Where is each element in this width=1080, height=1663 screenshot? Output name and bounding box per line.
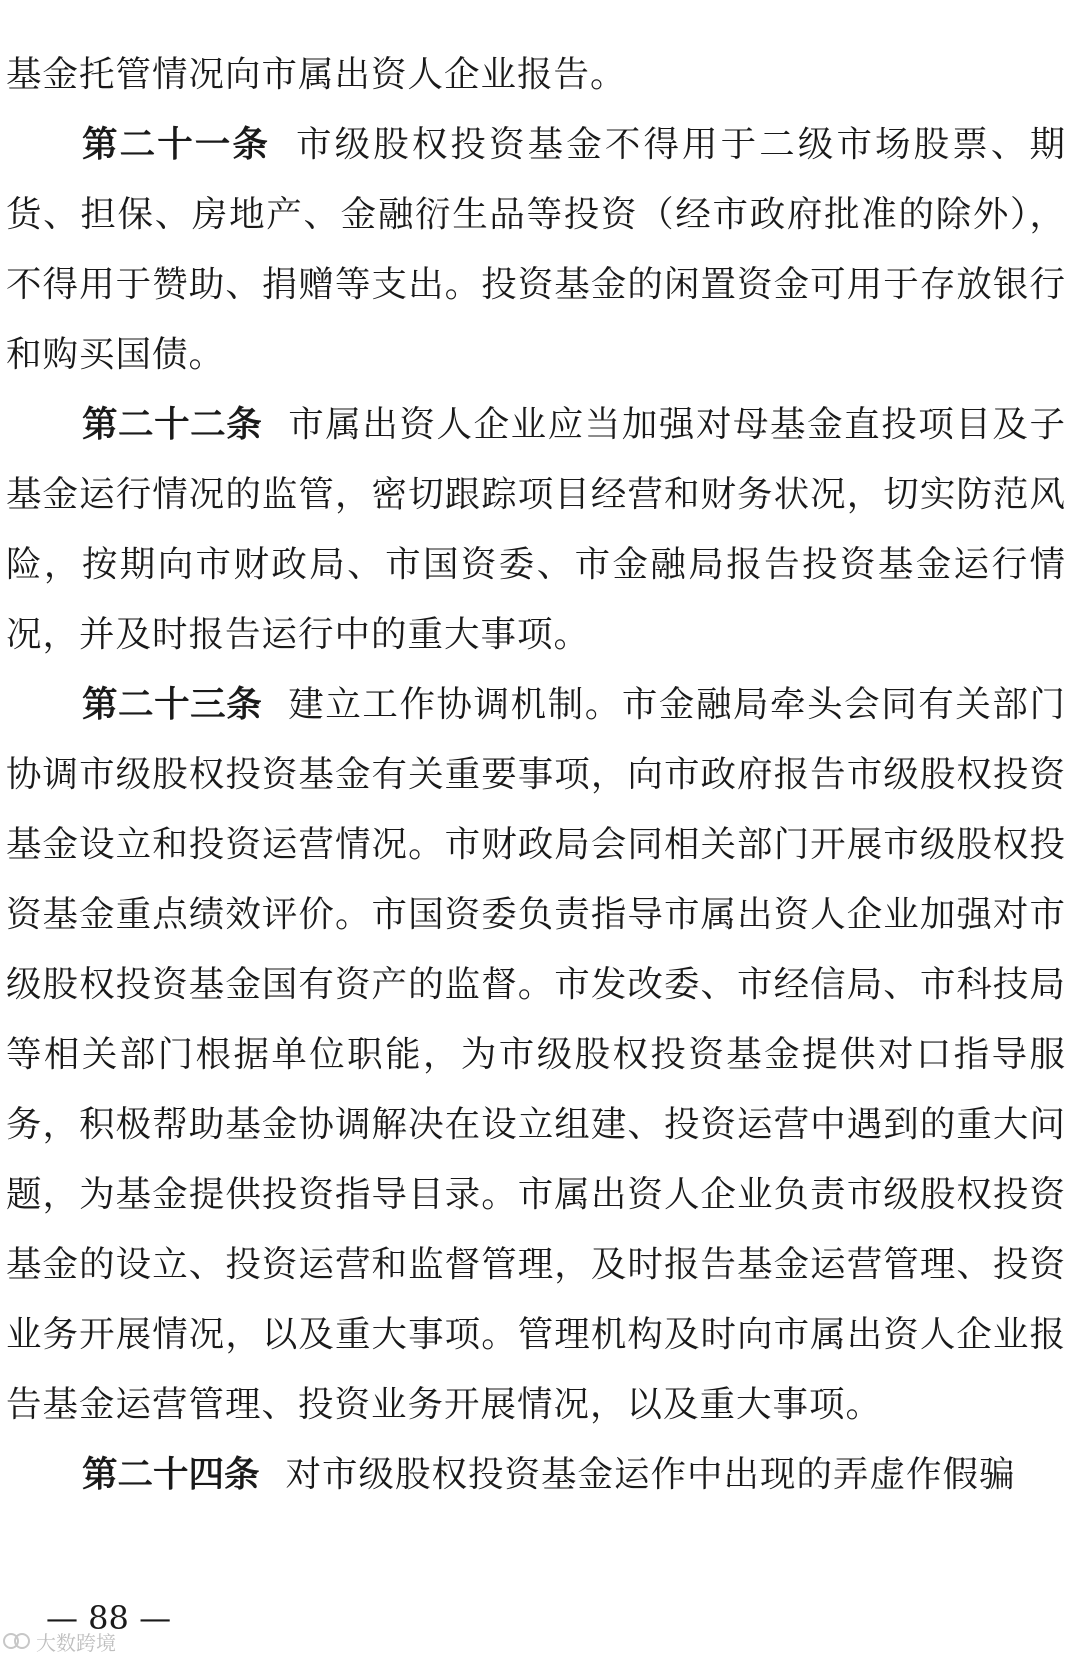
document-page (6, 40, 1066, 1510)
paragraph-text: 建立工作协调机制。市金融局牵头会同有关部门协调市级股权投资基金有关重要事项，向市政府报告市级股权投资基金设立和投资运营情况。市财政局会同相关部门开展市级股权投资基金重点绩效评价。市国资委负责指导市属出资人企业加强对市级股权投资基金国有资产的监督。市发改委、市经信局、市科技局等相关部门根据单位职能，为市级股权投资基金提供对口指导服务，积极帮助基金协调解决在设立组建、投资运营中遇到的重大问题，为基金提供投资指导目录。市属出资人企业负责市级股权投资基金的设立、投资运营和监督管理，及时报告基金运营管理、投资业务开展情况，以及重大事项。管理机构及时向市属出资人企业报告基金运营管理、投资业务开展情况，以及重大事项。 (6, 684, 1066, 1425)
article-number: 第二十四条 (82, 1454, 260, 1495)
watermark-text: 大数跨境 (36, 1630, 116, 1655)
article-number: 第二十二条 (82, 404, 263, 445)
paragraph-text: 市属出资人企业应当加强对母基金直投项目及子基金运行情况的监管，密切跟踪项目经营和财务状况，切实防范风险，按期向市财政局、市国资委、市金融局报告投资基金运行情况，并及时报告运行中的重大事项。 (6, 404, 1066, 655)
page-footer (0, 1598, 300, 1658)
paragraph-text: 对市级股权投资基金运作中出现的弄虚作假骗 (285, 1454, 1016, 1495)
watermark (2, 1626, 116, 1656)
article-number: 第二十一条 (82, 124, 271, 165)
paragraph-text: 市级股权投资基金不得用于二级市场股票、期货、担保、房地产、金融衍生品等投资（经市政府批准的除外），不得用于赞助、捐赠等支出。投资基金的闲置资金可用于存放银行和购买国债。 (6, 124, 1066, 375)
page-number: — 88 — (46, 1599, 172, 1637)
paragraph-text: 基金托管情况向市属出资人企业报告。 (6, 54, 627, 95)
article-23 (6, 670, 1066, 1440)
watermark-logo-icon (2, 1629, 32, 1653)
paragraph-1 (6, 40, 1066, 110)
article-24 (6, 1440, 1066, 1510)
article-21 (6, 110, 1066, 390)
article-number: 第二十三条 (82, 684, 263, 725)
article-22 (6, 390, 1066, 670)
